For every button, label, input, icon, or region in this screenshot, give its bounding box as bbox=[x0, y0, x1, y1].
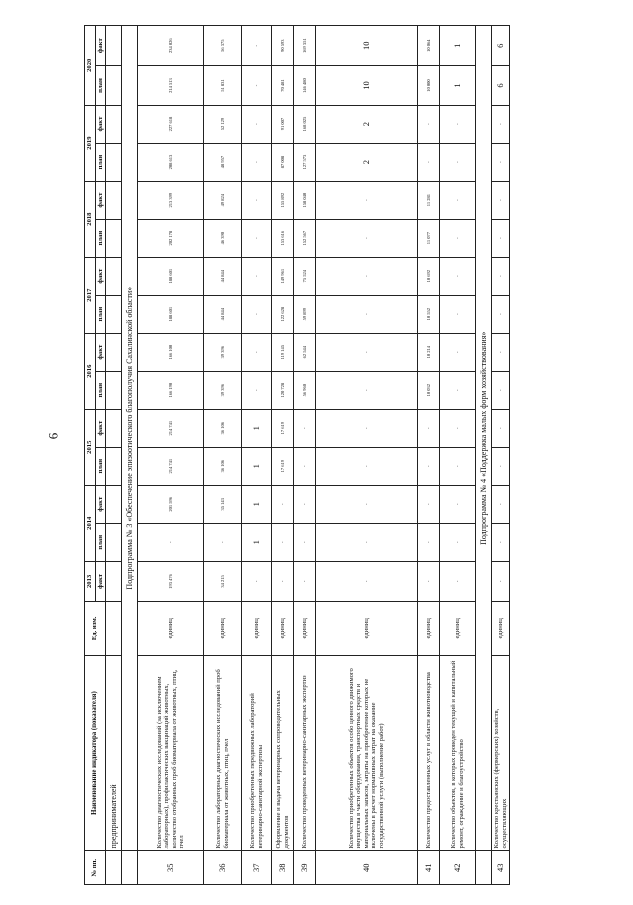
cell-value: 11 281 bbox=[418, 181, 440, 219]
cell-value: - bbox=[204, 523, 242, 561]
cell-value: - bbox=[440, 105, 476, 143]
cell-value: 2 bbox=[316, 143, 418, 181]
cell-num: 42 bbox=[440, 851, 476, 885]
header-year-2014: 2014 bbox=[85, 485, 96, 561]
cell-value: 10 bbox=[316, 66, 418, 105]
cell-name: Количество приобретенных объектов особо ценного движимого имущества в части оборудования, транспортных средств и материальных запасов, затраты на приобретение которых не включены в расчет нормативных затрат на оказание государственной услуги (выполнение работ) bbox=[316, 655, 418, 851]
cell-value: 10 032 bbox=[418, 371, 440, 409]
page-number: 6 bbox=[45, 432, 61, 440]
cell-unit: единиц bbox=[242, 602, 272, 656]
cell-unit: единиц bbox=[204, 602, 242, 656]
table-row bbox=[204, 26, 242, 885]
cell-value: 1 bbox=[242, 447, 272, 485]
cell-num: 35 bbox=[138, 851, 204, 885]
cell-value: 202 178 bbox=[138, 219, 204, 257]
cell-unit: единиц bbox=[418, 602, 440, 656]
subprogram-row bbox=[476, 26, 492, 885]
cell-value: 166 100 bbox=[138, 333, 204, 371]
cell-value: - bbox=[440, 447, 476, 485]
subprogram-row bbox=[122, 26, 138, 885]
cell-value: 122 628 bbox=[272, 295, 294, 333]
cell-empty bbox=[106, 602, 122, 656]
cell-value: - bbox=[242, 295, 272, 333]
cell-num: 39 bbox=[294, 851, 316, 885]
cell-value: 146 480 bbox=[294, 66, 316, 105]
cell-value: 34 215 bbox=[204, 561, 242, 601]
cell-value: 158 040 bbox=[294, 181, 316, 219]
cell-unit: единиц bbox=[492, 602, 510, 656]
cell-value: - bbox=[294, 447, 316, 485]
cell-value: - bbox=[440, 143, 476, 181]
cell-value: - bbox=[272, 561, 294, 601]
cell-value: - bbox=[440, 257, 476, 295]
cell-empty bbox=[476, 851, 492, 885]
table-body bbox=[106, 26, 510, 885]
cell-value: - bbox=[242, 26, 272, 66]
cell-value: 227 618 bbox=[138, 105, 204, 143]
header-plan: план bbox=[95, 295, 106, 333]
cell-value: - bbox=[492, 333, 510, 371]
cell-value: - bbox=[492, 409, 510, 447]
rotated-table-wrapper bbox=[84, 25, 604, 885]
cell-value: 155 892 bbox=[272, 181, 294, 219]
cell-value: - bbox=[492, 371, 510, 409]
cell-name: Количество диагностических исследований (за исключением лабораторных), профилактических вакцинаций животных, количество отобранных проб биоматериала от животных, птиц, пчел bbox=[138, 655, 204, 851]
cell-value: - bbox=[242, 66, 272, 105]
cell-value: 120 728 bbox=[272, 371, 294, 409]
cell-num: 37 bbox=[242, 851, 272, 885]
cell-value: - bbox=[242, 181, 272, 219]
header-num: № пп. bbox=[85, 851, 106, 885]
cell-value: 90 593 bbox=[272, 26, 294, 66]
cell-value: - bbox=[316, 181, 418, 219]
cell-num: 40 bbox=[316, 851, 418, 885]
cell-value: - bbox=[294, 523, 316, 561]
cell-empty bbox=[106, 851, 122, 885]
cell-value: 70 481 bbox=[272, 66, 294, 105]
cell-value: 10 692 bbox=[418, 257, 440, 295]
header-plan: план bbox=[95, 66, 106, 105]
cell-value: 52 129 bbox=[204, 105, 242, 143]
cell-value: 1 bbox=[242, 409, 272, 447]
cell-value: 6 bbox=[492, 66, 510, 105]
cell-name: предпринимателей bbox=[106, 655, 122, 851]
header-fact: факт bbox=[95, 26, 106, 66]
header-fact: факт bbox=[95, 409, 106, 447]
cell-value: - bbox=[492, 143, 510, 181]
cell-value: 62 544 bbox=[294, 333, 316, 371]
cell-value: 168 025 bbox=[294, 105, 316, 143]
cell-value: - bbox=[418, 447, 440, 485]
indicators-table bbox=[84, 25, 510, 885]
cell-num: 43 bbox=[492, 851, 510, 885]
cell-value: 193 476 bbox=[138, 561, 204, 601]
table-row bbox=[492, 26, 510, 885]
header-plan: план bbox=[95, 371, 106, 409]
header-plan: план bbox=[95, 219, 106, 257]
cell-value: 6 bbox=[492, 26, 510, 66]
header-year-2013: 2013 bbox=[85, 561, 96, 601]
subprogram-4-title: Подпрограмма № 4 «Поддержка малых форм хозяйствования» bbox=[476, 26, 492, 851]
cell-value: 36 106 bbox=[204, 409, 242, 447]
cell-value: - bbox=[316, 561, 418, 601]
cell-value: 44 844 bbox=[204, 295, 242, 333]
cell-value: 169 351 bbox=[294, 26, 316, 66]
cell-unit: единиц bbox=[138, 602, 204, 656]
header-fact: факт bbox=[95, 561, 106, 601]
cell-value: 35 143 bbox=[204, 485, 242, 523]
cell-num: 41 bbox=[418, 851, 440, 885]
cell-value: 127 573 bbox=[294, 143, 316, 181]
header-fact: факт bbox=[95, 105, 106, 143]
cell-value: 1 bbox=[242, 485, 272, 523]
cell-num: 36 bbox=[204, 851, 242, 885]
cell-value: 234 026 bbox=[138, 26, 204, 66]
cell-value: 214 513 bbox=[138, 66, 204, 105]
cell-value: - bbox=[492, 447, 510, 485]
cell-unit: единиц bbox=[272, 602, 294, 656]
cell-value: - bbox=[492, 257, 510, 295]
cell-value: - bbox=[440, 181, 476, 219]
cell-value: 214 741 bbox=[138, 447, 204, 485]
cell-value: - bbox=[418, 485, 440, 523]
cell-name: Количество крестьянских (фермерских) хозяйств, осуществляющих bbox=[492, 655, 510, 851]
cell-empty bbox=[122, 851, 138, 885]
cell-value: - bbox=[294, 561, 316, 601]
cell-unit: единиц bbox=[294, 602, 316, 656]
cell-value: 1 bbox=[440, 66, 476, 105]
cell-unit: единиц bbox=[316, 602, 418, 656]
table-row bbox=[138, 26, 204, 885]
cell-value: 39 396 bbox=[204, 333, 242, 371]
cell-value: - bbox=[316, 219, 418, 257]
table-row bbox=[272, 26, 294, 885]
cell-value: - bbox=[294, 409, 316, 447]
cell-value: - bbox=[316, 485, 418, 523]
cell-value: - bbox=[440, 219, 476, 257]
header-name: Наименование индикатора (показателя) bbox=[85, 655, 106, 851]
cell-value: - bbox=[316, 295, 418, 333]
cell-value: - bbox=[316, 371, 418, 409]
cell-value: - bbox=[492, 181, 510, 219]
cell-value: - bbox=[272, 485, 294, 523]
cell-value: - bbox=[316, 333, 418, 371]
cell-value: - bbox=[138, 523, 204, 561]
cell-value: - bbox=[242, 143, 272, 181]
cell-value: 213 399 bbox=[138, 181, 204, 219]
table-row bbox=[242, 26, 272, 885]
cell-value: 188 601 bbox=[138, 257, 204, 295]
cell-value: - bbox=[242, 333, 272, 371]
cell-value: - bbox=[294, 485, 316, 523]
header-year-2015: 2015 bbox=[85, 409, 96, 485]
cell-value: 153 616 bbox=[272, 219, 294, 257]
cell-value: 17 619 bbox=[272, 409, 294, 447]
cell-value: - bbox=[492, 219, 510, 257]
cell-value: 39 396 bbox=[204, 371, 242, 409]
cell-value: 166 190 bbox=[138, 371, 204, 409]
cell-value: 1 bbox=[242, 523, 272, 561]
cell-value: - bbox=[418, 105, 440, 143]
cell-value: 56 375 bbox=[204, 26, 242, 66]
cell-value: 11 077 bbox=[418, 219, 440, 257]
cell-name: Количество лабораторных диагностических исследований проб биоматериала от животных, птиц, пчел bbox=[204, 655, 242, 851]
cell-unit: единиц bbox=[440, 602, 476, 656]
cell-value: 214 741 bbox=[138, 409, 204, 447]
cell-value: - bbox=[418, 523, 440, 561]
cell-name: Количество предоставленных услуг в области животноводства bbox=[418, 655, 440, 851]
cell-value: - bbox=[440, 371, 476, 409]
header-plan: план bbox=[95, 523, 106, 561]
cell-name: Количество приобретенных передвижных лабораторий ветеринарно-санитарной экспертизы bbox=[242, 655, 272, 851]
cell-value: - bbox=[440, 523, 476, 561]
header-year-2019: 2019 bbox=[85, 105, 96, 181]
cell-value: 59 899 bbox=[294, 295, 316, 333]
cell-value: - bbox=[492, 295, 510, 333]
cell-value: 10 000 bbox=[418, 66, 440, 105]
cell-value: 75 524 bbox=[294, 257, 316, 295]
cell-value: 152 567 bbox=[294, 219, 316, 257]
header-fact: факт bbox=[95, 257, 106, 295]
cell-value: - bbox=[418, 561, 440, 601]
header-year-2020: 2020 bbox=[85, 26, 96, 106]
subprogram-3-title: Подпрограмма № 3 «Обеспечение эпизоотического благополучия Сахалинской области» bbox=[122, 26, 138, 851]
cell-value: - bbox=[242, 561, 272, 601]
cell-value: - bbox=[316, 257, 418, 295]
cell-value: 1 bbox=[440, 26, 476, 66]
header-fact: факт bbox=[95, 333, 106, 371]
cell-value: 56 960 bbox=[294, 371, 316, 409]
cell-value: 49 824 bbox=[204, 181, 242, 219]
header-row-years bbox=[85, 26, 96, 885]
cell-name: Количество проведенных ветеринарно-санитарных экспертиз bbox=[294, 655, 316, 851]
table-row bbox=[316, 26, 418, 885]
cell-value: 46 390 bbox=[204, 219, 242, 257]
cell-value: - bbox=[492, 485, 510, 523]
cell-value: 188 601 bbox=[138, 295, 204, 333]
header-year-2018: 2018 bbox=[85, 181, 96, 257]
cell-value: - bbox=[316, 523, 418, 561]
cell-value: 10 064 bbox=[418, 26, 440, 66]
cell-value: - bbox=[440, 295, 476, 333]
cell-value: 10 214 bbox=[418, 333, 440, 371]
cell-value: - bbox=[492, 105, 510, 143]
cell-value: - bbox=[440, 485, 476, 523]
cell-value: 201 596 bbox=[138, 485, 204, 523]
cell-value: - bbox=[440, 409, 476, 447]
cell-value: - bbox=[242, 257, 272, 295]
header-unit: Ед. изм. bbox=[85, 602, 106, 656]
header-plan: план bbox=[95, 447, 106, 485]
header-year-2016: 2016 bbox=[85, 333, 96, 409]
cell-value: - bbox=[418, 143, 440, 181]
cell-value: 91 007 bbox=[272, 105, 294, 143]
cell-value: 119 145 bbox=[272, 333, 294, 371]
cell-value: 2 bbox=[316, 105, 418, 143]
cell-value: - bbox=[272, 523, 294, 561]
cell-name: Количество объектов, в которых проведен текущий и капитальный ремонт, ограждение и благоустройство bbox=[440, 655, 476, 851]
cell-value: - bbox=[440, 333, 476, 371]
header-fact: факт bbox=[95, 485, 106, 523]
cell-value: 48 957 bbox=[204, 143, 242, 181]
header-plan: план bbox=[95, 143, 106, 181]
cell-value: 36 106 bbox=[204, 447, 242, 485]
cell-value: - bbox=[316, 409, 418, 447]
header-year-2017: 2017 bbox=[85, 257, 96, 333]
table-row-continuation bbox=[106, 26, 122, 885]
cell-value: - bbox=[418, 409, 440, 447]
cell-value: 51 831 bbox=[204, 66, 242, 105]
cell-value: 149 961 bbox=[272, 257, 294, 295]
table-row bbox=[418, 26, 440, 885]
cell-value: - bbox=[492, 523, 510, 561]
cell-value: - bbox=[492, 561, 510, 601]
header-fact: факт bbox=[95, 181, 106, 219]
cell-value: - bbox=[242, 105, 272, 143]
cell-num: 38 bbox=[272, 851, 294, 885]
cell-value: 10 bbox=[316, 26, 418, 66]
cell-value: 10 552 bbox=[418, 295, 440, 333]
table-row bbox=[440, 26, 476, 885]
cell-value: - bbox=[242, 219, 272, 257]
cell-value: - bbox=[242, 371, 272, 409]
cell-name: Оформление и выдача ветеринарных сопроводительных документов bbox=[272, 655, 294, 851]
cell-value: 44 844 bbox=[204, 257, 242, 295]
cell-value: - bbox=[316, 447, 418, 485]
table-row bbox=[294, 26, 316, 885]
cell-value: 208 613 bbox=[138, 143, 204, 181]
cell-value: 17 619 bbox=[272, 447, 294, 485]
cell-value: - bbox=[440, 561, 476, 601]
cell-value: 87 008 bbox=[272, 143, 294, 181]
